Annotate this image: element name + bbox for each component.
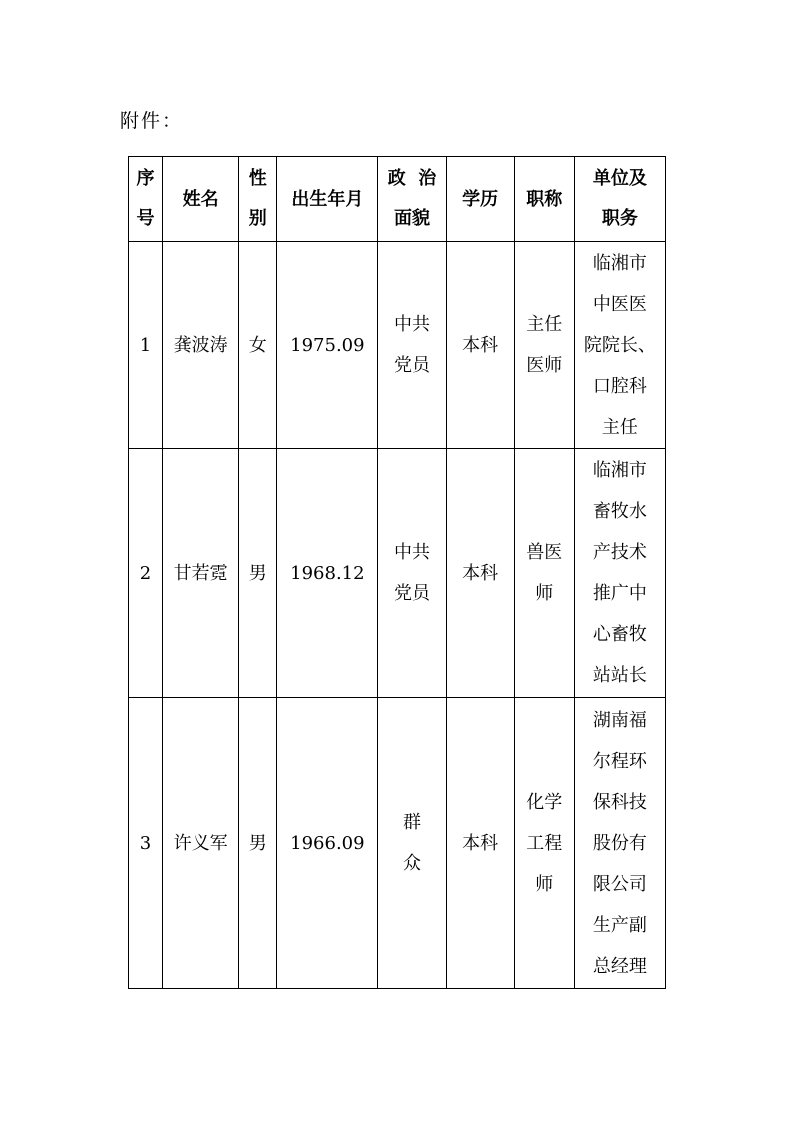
cell-title	[514, 449, 574, 698]
cell-unit	[574, 449, 665, 698]
cell-name: 甘若霓	[163, 449, 239, 698]
cell-unit-line: 院院长、	[583, 334, 656, 356]
cell-unit-line: 临湘市	[592, 252, 647, 274]
cell-seq: 3	[129, 698, 163, 989]
header-seq-line: 号	[136, 208, 155, 229]
cell-unit-line: 临湘市	[592, 460, 647, 481]
table-row	[129, 698, 666, 989]
cell-unit-line: 湖南福	[592, 709, 647, 731]
cell-unit-line: 保科技	[592, 791, 647, 813]
cell-unit-line: 推广中	[592, 583, 647, 604]
cell-unit-line: 畜牧水	[592, 501, 647, 522]
cell-unit-line: 主任	[601, 416, 638, 438]
cell-unit-line: 心畜牧	[592, 624, 647, 645]
personnel-table	[128, 156, 666, 989]
header-unit	[574, 157, 665, 242]
header-sex	[239, 157, 277, 242]
cell-education: 本科	[446, 242, 514, 449]
cell-party	[378, 449, 446, 698]
cell-unit-line: 尔程环	[592, 750, 647, 772]
cell-unit-line: 限公司	[592, 873, 647, 895]
header-seq-line: 序	[136, 168, 155, 189]
cell-unit	[574, 698, 665, 989]
cell-name: 许义军	[163, 698, 239, 989]
cell-title-line: 师	[535, 583, 554, 604]
cell-name: 龚波涛	[163, 242, 239, 449]
cell-sex: 男	[239, 698, 277, 989]
cell-party	[378, 698, 446, 989]
cell-seq: 1	[129, 242, 163, 449]
header-party-line: 政 治	[387, 168, 437, 189]
cell-unit-line: 站站长	[592, 665, 647, 686]
cell-title-line: 主任	[526, 314, 563, 335]
header-seq	[129, 157, 163, 242]
header-unit-line: 职务	[601, 208, 638, 229]
cell-unit-line: 生产副	[592, 914, 647, 936]
cell-unit-line: 中医医	[592, 293, 647, 315]
cell-title-line: 兽医	[526, 542, 563, 563]
cell-unit-line: 股份有	[592, 832, 647, 854]
cell-birth: 1968.12	[277, 449, 378, 698]
cell-sex: 女	[239, 242, 277, 449]
attachment-label: 附件：	[120, 110, 184, 132]
cell-title	[514, 698, 574, 989]
cell-birth: 1966.09	[277, 698, 378, 989]
header-sex-line: 性	[248, 168, 267, 189]
cell-education: 本科	[446, 449, 514, 698]
header-unit-line: 单位及	[592, 168, 647, 189]
header-education: 学历	[446, 157, 514, 242]
cell-party	[378, 242, 446, 449]
header-sex-line: 别	[248, 208, 267, 229]
cell-birth: 1975.09	[277, 242, 378, 449]
cell-title	[514, 242, 574, 449]
cell-unit-line: 口腔科	[592, 375, 647, 397]
cell-party-line: 党员	[394, 355, 431, 376]
header-name: 姓名	[163, 157, 239, 242]
header-party	[378, 157, 446, 242]
cell-party-line: 群	[403, 812, 422, 833]
cell-title-line: 工程	[526, 832, 563, 854]
cell-title-line: 医师	[526, 355, 563, 376]
table-row	[129, 242, 666, 449]
header-birth: 出生年月	[277, 157, 378, 242]
cell-unit	[574, 242, 665, 449]
cell-title-line: 师	[535, 873, 554, 895]
cell-unit-line: 总经理	[592, 955, 647, 977]
cell-seq: 2	[129, 449, 163, 698]
cell-party-line: 中共	[394, 542, 431, 563]
table-row	[129, 449, 666, 698]
cell-title-line: 化学	[526, 791, 563, 813]
cell-education: 本科	[446, 698, 514, 989]
cell-sex: 男	[239, 449, 277, 698]
cell-unit-line: 产技术	[592, 542, 647, 563]
header-title: 职称	[514, 157, 574, 242]
cell-party-line: 中共	[394, 314, 431, 335]
cell-party-line: 党员	[394, 583, 431, 604]
table-header-row	[129, 157, 666, 242]
cell-party-line: 众	[403, 853, 422, 874]
header-party-line: 面貌	[394, 208, 431, 229]
